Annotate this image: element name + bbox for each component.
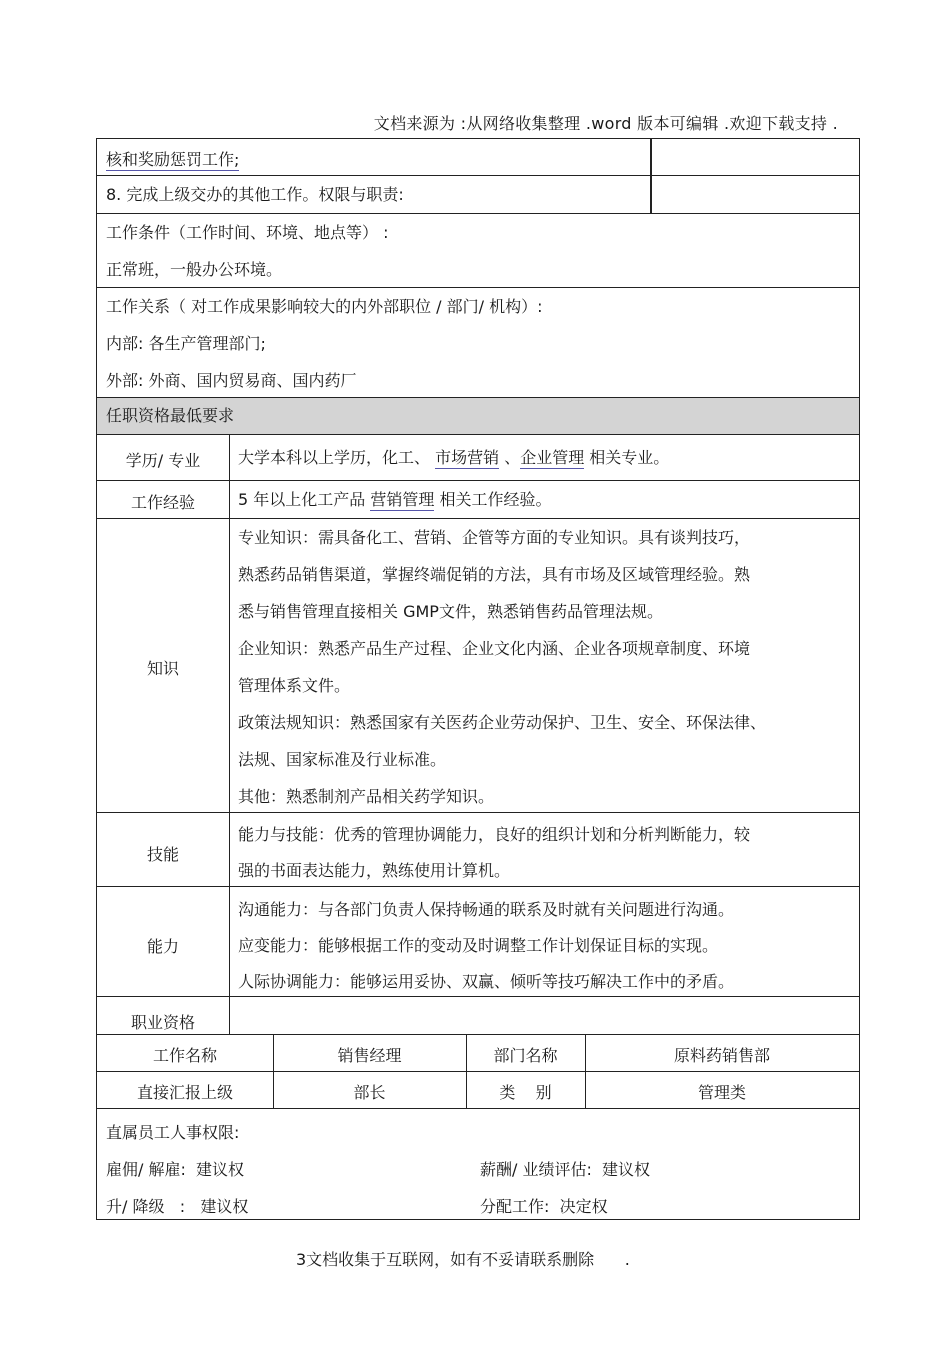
category-value: 管理类 — [697, 1083, 746, 1102]
label-divider — [229, 813, 230, 886]
knowledge-line: 企业知识：熟悉产品生产过程、企业文化内涵、企业各项规章制度、环境 — [238, 639, 751, 658]
job-info-row-2 — [96, 1072, 860, 1109]
work-relations-internal: 内部: 各生产管理部门; — [106, 334, 266, 353]
education-value: 大学本科以上学历，化工、 市场营销 、企业管理 相关专业。 — [238, 448, 670, 467]
superior-label: 直接汇报上级 — [136, 1083, 233, 1102]
work-relations-title: 工作关系（ 对工作成果影响较大的内外部职位 / 部门/ 机构）: — [106, 297, 543, 316]
skills-label: 技能 — [146, 845, 179, 864]
job-info-row-1 — [96, 1035, 860, 1072]
personnel-authority-title: 直属员工人事权限: — [106, 1123, 240, 1142]
education-major-marketing: 市场营销 — [435, 448, 500, 467]
job-name-value: 销售经理 — [337, 1046, 402, 1065]
duties-row-1 — [96, 138, 860, 176]
knowledge-row — [96, 519, 860, 813]
dept-label: 部门名称 — [493, 1046, 558, 1065]
experience-marketing-management: 营销管理 — [370, 490, 435, 509]
job-description-table — [96, 138, 860, 1220]
promote-demote-authority: 升/ 降级 : 建议权 — [106, 1197, 249, 1216]
assign-work-authority: 分配工作: 决定权 — [480, 1197, 608, 1216]
duties-line-2: 8. 完成上级交办的其他工作。权限与职责: — [106, 185, 404, 204]
skills-line: 强的书面表达能力，熟练使用计算机。 — [238, 861, 511, 880]
duties-divider — [650, 176, 652, 213]
qualifications-title: 任职资格最低要求 — [106, 406, 235, 425]
experience-row — [96, 481, 860, 519]
header-note: 文档来源为 :从网络收集整理 .word 版本可编辑 .欢迎下载支持 . — [373, 114, 838, 133]
experience-value: 5 年以上化工产品 营销管理 相关工作经验。 — [238, 490, 552, 509]
label-divider — [229, 887, 230, 996]
duties-line-1: 核和奖励惩罚工作; — [106, 150, 240, 169]
education-label: 学历/ 专业 — [125, 451, 201, 470]
label-divider — [229, 997, 230, 1034]
knowledge-line: 悉与销售管理直接相关 GMP文件，熟悉销售药品管理法规。 — [238, 602, 663, 621]
work-relations-row — [96, 288, 860, 398]
abilities-row — [96, 887, 860, 997]
salary-eval-authority: 薪酬/ 业绩评估: 建议权 — [480, 1160, 651, 1179]
hire-fire-authority: 雇佣/ 解雇: 建议权 — [106, 1160, 245, 1179]
work-conditions-title: 工作条件（工作时间、环境、地点等） : — [106, 223, 389, 242]
dept-value: 原料药销售部 — [673, 1046, 770, 1065]
knowledge-line: 管理体系文件。 — [238, 676, 351, 695]
knowledge-line: 专业知识：需具备化工、营销、企管等方面的专业知识。具有谈判技巧， — [238, 528, 751, 547]
knowledge-line: 其他：熟悉制剂产品相关药学知识。 — [238, 787, 495, 806]
duties-divider — [650, 139, 652, 175]
work-conditions-value: 正常班，一般办公环境。 — [106, 260, 283, 279]
certification-label: 职业资格 — [130, 1013, 195, 1032]
abilities-line: 应变能力：能够根据工作的变动及时调整工作计划保证目标的实现。 — [238, 936, 719, 955]
category-label: 类 别 — [499, 1083, 552, 1102]
knowledge-label: 知识 — [146, 659, 179, 678]
certification-row — [96, 997, 860, 1035]
abilities-line: 沟通能力：与各部门负责人保持畅通的联系及时就有关问题进行沟通。 — [238, 900, 735, 919]
job-name-label: 工作名称 — [152, 1046, 217, 1065]
abilities-label: 能力 — [146, 937, 179, 956]
skills-line: 能力与技能：优秀的管理协调能力，良好的组织计划和分析判断能力，较 — [238, 825, 751, 844]
work-relations-external: 外部: 外商、国内贸易商、国内药厂 — [106, 371, 357, 390]
skills-row — [96, 813, 860, 887]
experience-label: 工作经验 — [130, 493, 195, 512]
education-row — [96, 435, 860, 481]
label-divider — [229, 519, 230, 812]
work-conditions-row — [96, 214, 860, 288]
personnel-authority-row — [96, 1109, 860, 1220]
knowledge-line: 政策法规知识：熟悉国家有关医药企业劳动保护、卫生、安全、环保法律、 — [238, 713, 767, 732]
qualifications-section-header — [96, 398, 860, 435]
education-major-management: 企业管理 — [520, 448, 585, 467]
label-divider — [229, 435, 230, 480]
superior-value: 部长 — [353, 1083, 386, 1102]
abilities-line: 人际协调能力：能够运用妥协、双赢、倾听等技巧解决工作中的矛盾。 — [238, 972, 735, 991]
footer-note: 3文档收集于互联网，如有不妥请联系删除 . — [296, 1250, 630, 1269]
label-divider — [229, 481, 230, 518]
knowledge-line: 熟悉药品销售渠道，掌握终端促销的方法，具有市场及区域管理经验。熟 — [238, 565, 751, 584]
duties-row-2 — [96, 176, 860, 214]
knowledge-line: 法规、国家标准及行业标准。 — [238, 750, 447, 769]
